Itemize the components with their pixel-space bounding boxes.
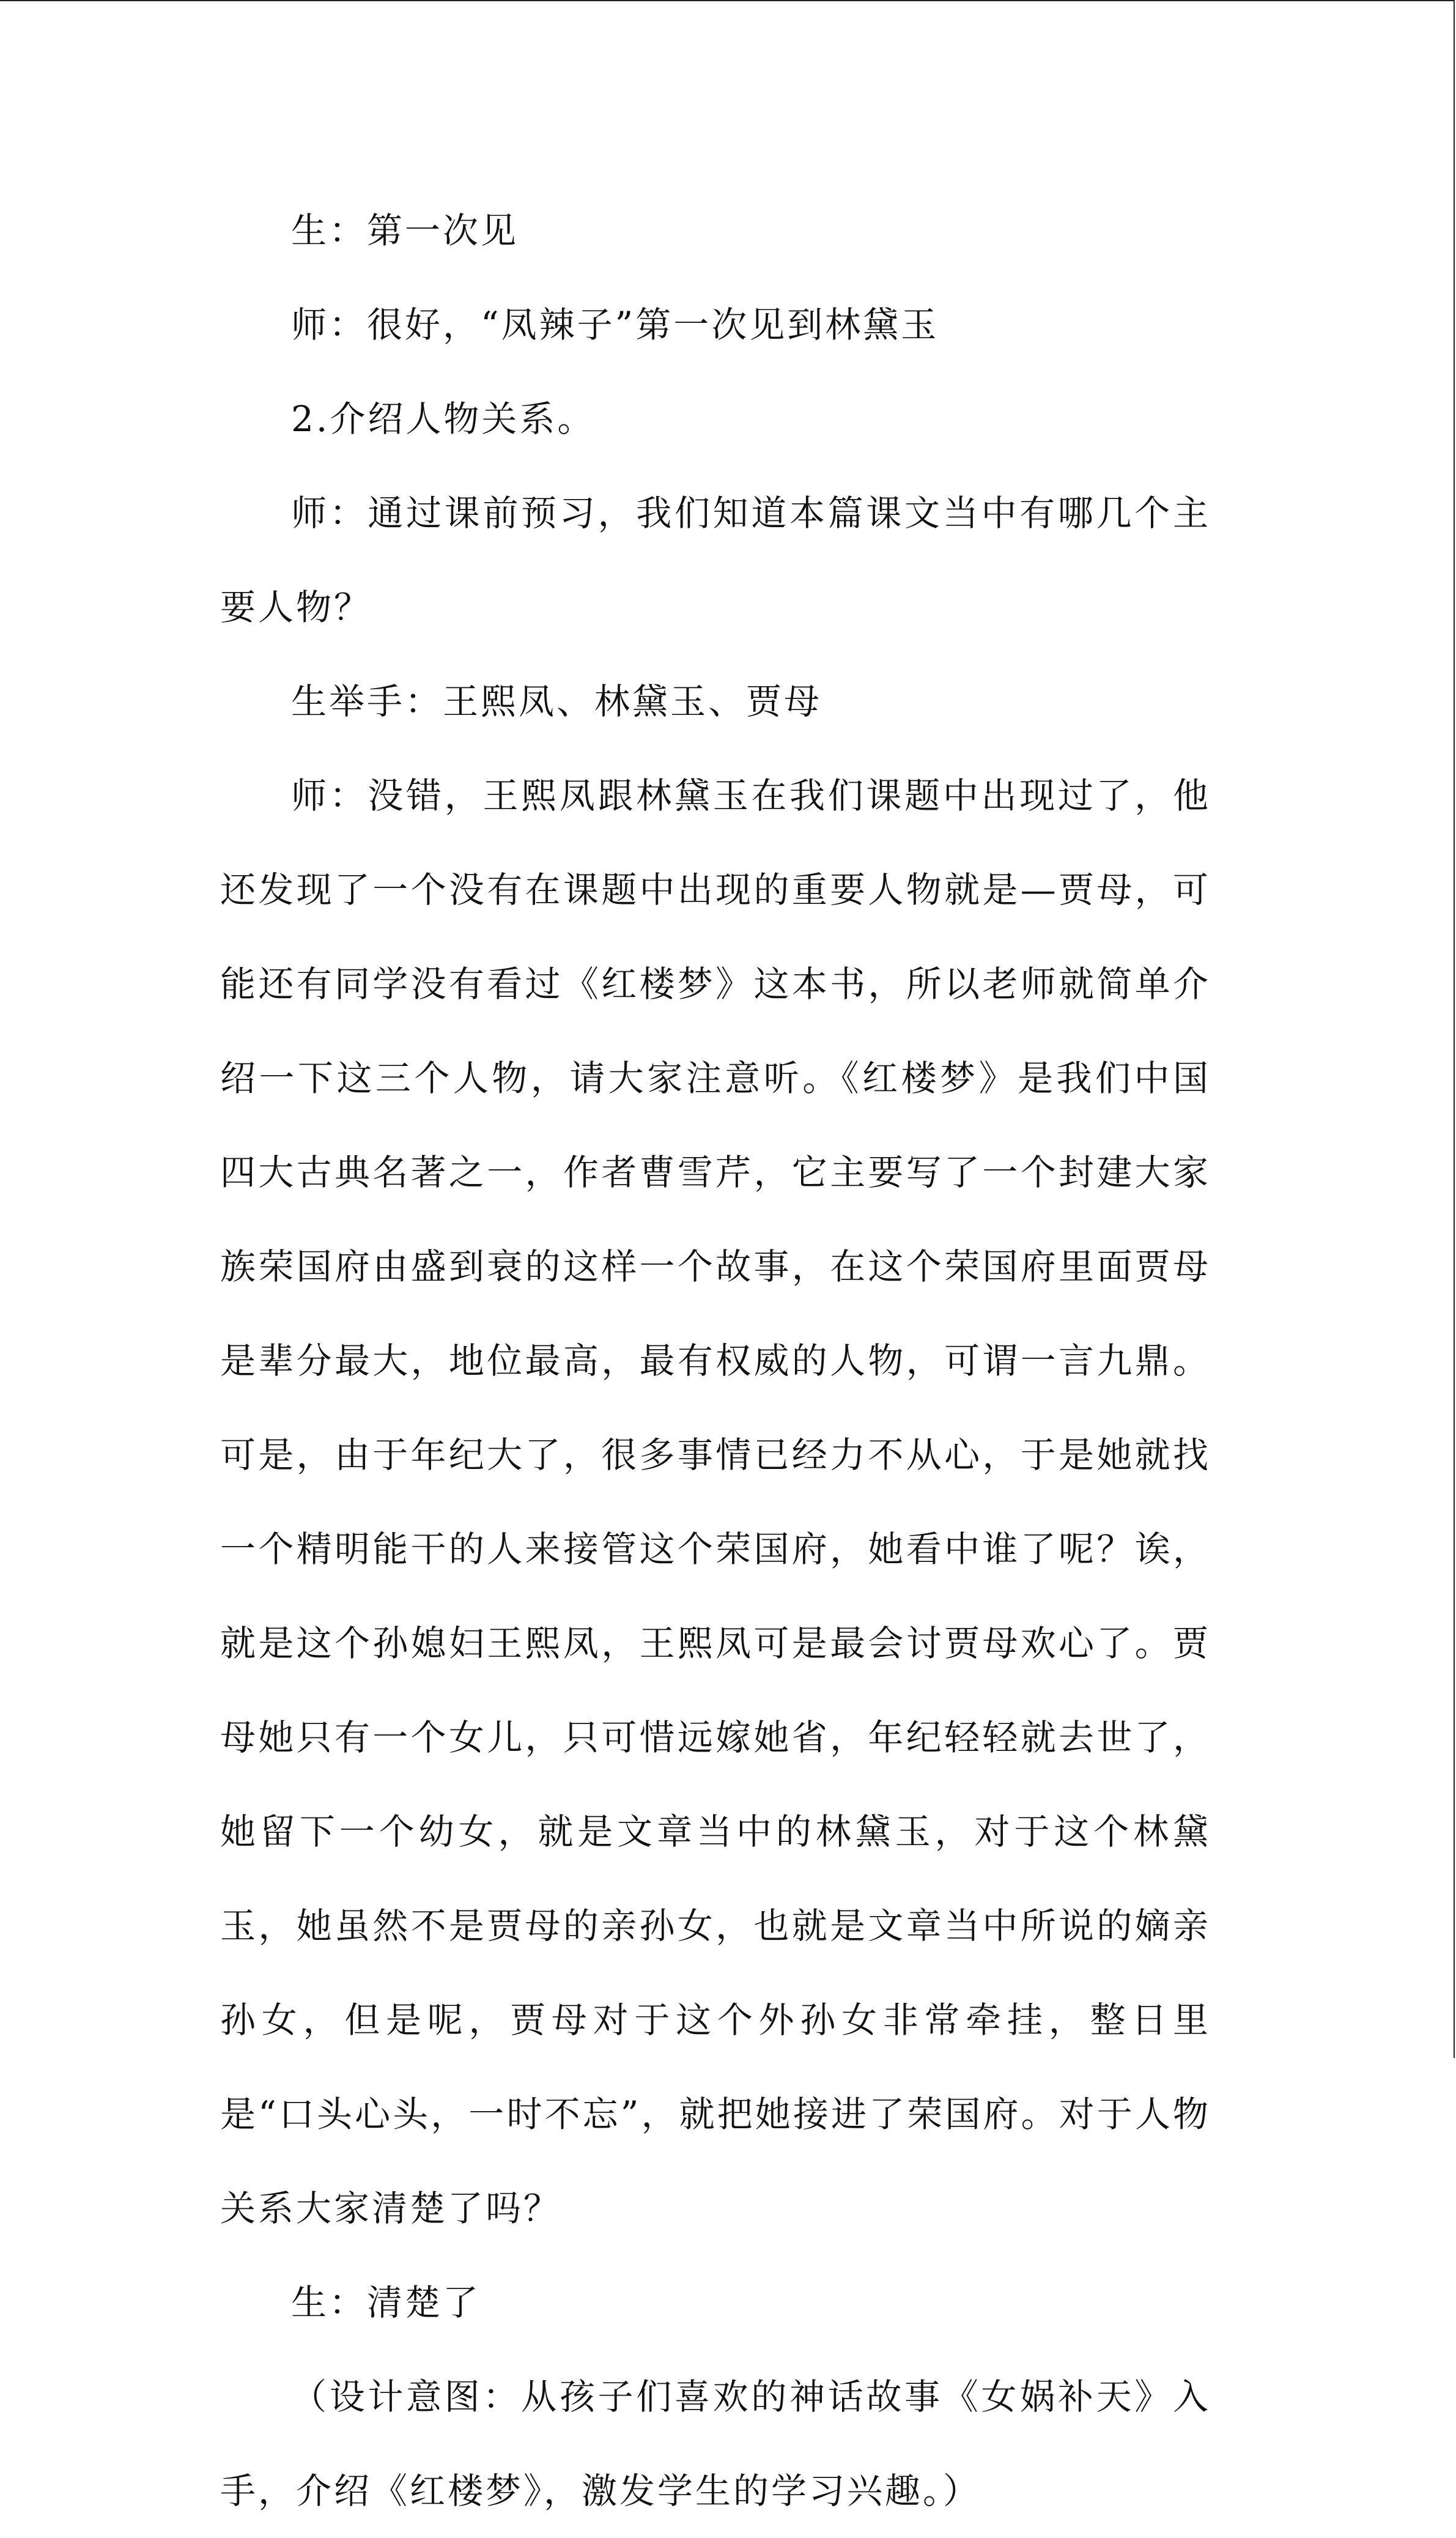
paragraph-teacher-praise: 师：很好，“凤辣子”第一次见到林黛玉 bbox=[291, 304, 939, 346]
document-body bbox=[220, 183, 1211, 2538]
paragraph-student-clear: 生：清楚了 bbox=[291, 2282, 481, 2323]
paragraph-teacher-introduction: 师：没错，王熙凤跟林黛玉在我们课题中出现过了，他还发现了一个没有在课题中出现的重要人物就是—贾母，可能还有同学没有看过《红楼梦》这本书，所以老师就简单介绍一下这三个人物，请大家注意听。《红楼梦》是我们中国四大古典名著之一，作者曹雪芹，它主要写了一个封建大家族荣国府由盛到衰的这样一个故事，在这个荣国府里面贾母是辈分最大，地位最高，最有权威的人物，可谓一言九鼎。可是，由于年纪大了，很多事情已经力不从心，于是她就找一个精明能干的人来接管这个荣国府，她看中谁了呢？诶，就是这个孙媳妇王熙凤，王熙凤可是最会讨贾母欢心了。贾母她只有一个女儿，只可惜远嫁她省，年纪轻轻就去世了，她留下一个幼女，就是文章当中的林黛玉，对于这个林黛玉，她虽然不是贾母的亲孙女，也就是文章当中所说的嫡亲孙女，但是呢，贾母对于这个外孙女非常牵挂，整日里是“口头心头，一时不忘”，就把她接进了荣国府。对于人物关系大家清楚了吗？ bbox=[220, 775, 1211, 2229]
paragraph-student-answer: 生举手：王熙凤、林黛玉、贾母 bbox=[291, 681, 822, 722]
paragraph-section-heading: 2.介绍人物关系。 bbox=[291, 398, 596, 440]
paragraph-design-intent: （设计意图：从孩子们喜欢的神话故事《女娲补天》入手，介绍《红楼梦》，激发学生的学习兴趣。） bbox=[220, 2376, 1211, 2512]
paragraph-student-first-meet: 生：第一次见 bbox=[291, 210, 519, 251]
paragraph-teacher-question: 师：通过课前预习，我们知道本篇课文当中有哪几个主要人物？ bbox=[220, 492, 1211, 628]
